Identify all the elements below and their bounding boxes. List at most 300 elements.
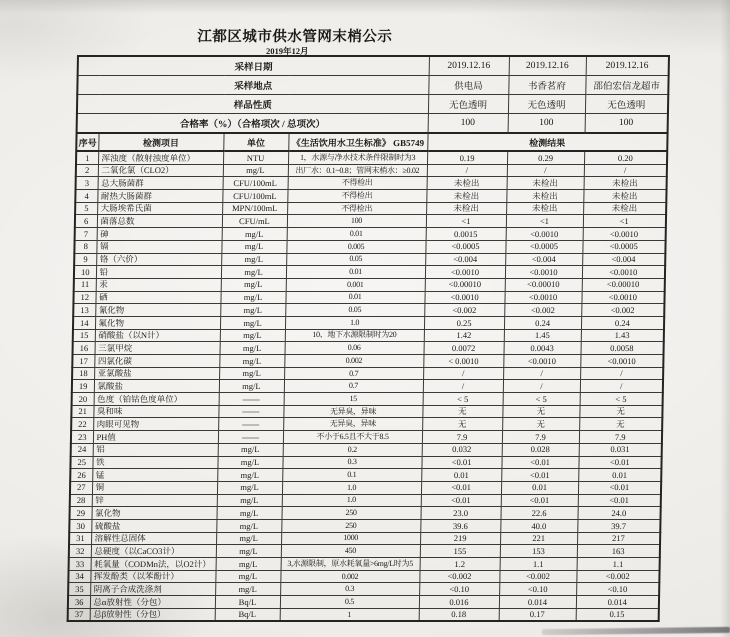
page-title: 江都区城市供水管网末梢公示 xyxy=(197,29,393,45)
item-name-cell: 铁 xyxy=(92,456,217,469)
standard-limit-cell: 0.002 xyxy=(280,570,419,583)
item-name-cell: 汞 xyxy=(96,278,221,291)
result-cell-3: 无 xyxy=(579,418,662,431)
unit-cell: mg/L xyxy=(221,240,286,253)
result-cell-1: 未检出 xyxy=(426,190,506,203)
result-cell-3: <0.01 xyxy=(578,481,661,494)
item-name-cell: 阴离子合成洗涤剂 xyxy=(90,583,215,596)
standard-limit-cell: 0.005 xyxy=(286,240,425,253)
sample-property-value: 无色透明 xyxy=(508,95,585,114)
row-number-cell: 9 xyxy=(74,253,96,266)
row-number-cell: 12 xyxy=(73,291,95,304)
result-cell-1: <0.002 xyxy=(424,304,504,317)
result-cell-3: 未检出 xyxy=(584,177,667,190)
standard-limit-cell: 0.001 xyxy=(286,278,425,291)
item-name-cell: 总α放射性（分包） xyxy=(90,596,215,609)
result-cell-1: <0.004 xyxy=(425,253,505,266)
standard-limit-cell: 0.5 xyxy=(280,596,419,609)
result-cell-3: <0.004 xyxy=(582,253,665,266)
result-cell-2: 0.014 xyxy=(499,596,576,609)
standard-limit-cell: 不得检出 xyxy=(287,190,426,203)
standard-limit-cell: 0.7 xyxy=(284,380,423,393)
standard-limit-cell: 1，水源与净水技术条件限制时为3 xyxy=(288,151,427,164)
standard-limit-cell: 1.0 xyxy=(282,494,421,507)
result-cell-3: 163 xyxy=(577,545,660,558)
result-cell-1: / xyxy=(423,380,503,393)
result-cell-2: <0.0010 xyxy=(503,355,580,368)
row-number-cell: 17 xyxy=(72,355,94,368)
row-number-cell: 8 xyxy=(74,240,96,253)
result-cell-3: 0.20 xyxy=(584,151,667,164)
result-cell-1: 39.6 xyxy=(420,519,500,532)
standard-limit-cell: 1.0 xyxy=(285,316,424,329)
standard-limit-cell: 无异臭，异味 xyxy=(283,418,422,431)
unit-cell: mg/L xyxy=(216,532,281,545)
standard-limit-cell: 0.2 xyxy=(283,443,422,456)
result-cell-2: <0.01 xyxy=(501,456,578,469)
result-cell-2: <0.00010 xyxy=(505,278,582,291)
standard-limit-cell: 出厂水：0.1~0.8；管网末梢水：≥0.02 xyxy=(288,164,427,177)
result-cell-2: 40.0 xyxy=(500,519,577,532)
standard-limit-cell: 15 xyxy=(284,393,423,406)
result-cell-2: <0.10 xyxy=(499,583,576,596)
unit-cell: Bq/L xyxy=(215,608,280,621)
result-cell-3: 7.9 xyxy=(579,431,662,444)
table-row xyxy=(76,177,667,190)
unit-cell: —— xyxy=(218,431,283,444)
unit-cell: mg/L xyxy=(220,342,285,355)
item-name-cell: 浑浊度（散射浊度单位） xyxy=(98,151,223,164)
row-number-cell: 20 xyxy=(72,393,94,406)
table-row xyxy=(76,164,667,177)
standard-limit-cell: 不得检出 xyxy=(288,177,427,190)
standard-limit-cell: 0.01 xyxy=(285,291,424,304)
standard-limit-cell: 250 xyxy=(281,507,420,520)
result-cell-1: 219 xyxy=(420,532,500,545)
result-cell-2: <0.002 xyxy=(499,570,576,583)
table-row xyxy=(71,405,662,418)
item-name-cell: 挥发酚类（以苯酚计） xyxy=(90,570,215,583)
col-header-result: 检测结果 xyxy=(427,133,667,151)
table-row xyxy=(76,151,667,164)
item-name-cell: 砷 xyxy=(97,228,222,241)
unit-cell: Bq/L xyxy=(215,596,280,609)
result-cell-3: 无 xyxy=(579,405,662,418)
unit-cell: NTU xyxy=(223,151,288,164)
result-cell-1: 7.9 xyxy=(422,431,502,444)
row-number-cell: 34 xyxy=(68,570,90,583)
item-name-cell: 氯化物 xyxy=(91,507,216,520)
sample-date-value: 2019.12.16 xyxy=(429,56,509,76)
result-cell-1: 无 xyxy=(422,418,502,431)
result-cell-2: 153 xyxy=(500,545,577,558)
result-cell-2: <0.004 xyxy=(505,253,582,266)
item-name-cell: 亚氯酸盐 xyxy=(94,367,219,380)
result-cell-3: <0.002 xyxy=(581,304,664,317)
row-number-cell: 28 xyxy=(70,494,92,507)
result-cell-1: <0.002 xyxy=(419,570,499,583)
row-number-cell: 4 xyxy=(75,190,97,203)
sample-property-label: 样品性质 xyxy=(77,95,428,114)
result-cell-1: 0.01 xyxy=(421,469,501,482)
row-number-cell: 19 xyxy=(72,380,94,393)
result-cell-2: 0.24 xyxy=(504,316,581,329)
item-name-cell: 总β放射性（分包） xyxy=(90,608,215,621)
col-header-item: 检测项目 xyxy=(98,133,223,151)
standard-limit-cell: 0.05 xyxy=(285,304,424,317)
sample-location-value: 邵伯宏信龙超市 xyxy=(585,76,668,95)
table-row-sample-location xyxy=(77,76,668,95)
item-name-cell: 氰化物 xyxy=(95,304,220,317)
sample-location-value: 书香茗府 xyxy=(508,76,585,95)
sample-property-value: 无色透明 xyxy=(585,95,668,114)
result-cell-1: 0.016 xyxy=(419,596,499,609)
table-row xyxy=(70,469,661,482)
unit-cell: CFU/100mL xyxy=(223,177,288,190)
result-cell-3: 未检出 xyxy=(583,202,666,215)
result-cell-1: < 5 xyxy=(423,393,503,406)
row-number-cell: 14 xyxy=(73,316,95,329)
table-row xyxy=(72,367,663,380)
table-row xyxy=(75,228,666,241)
standard-limit-cell: 250 xyxy=(281,519,420,532)
standard-limit-cell: 0.002 xyxy=(284,355,423,368)
sample-date-value: 2019.12.16 xyxy=(586,56,669,76)
standard-limit-cell: 0.1 xyxy=(282,469,421,482)
item-name-cell: 氟化物 xyxy=(95,316,220,329)
table-header-row xyxy=(76,133,667,151)
table-row xyxy=(68,570,659,583)
result-cell-1: < 0.0010 xyxy=(423,355,503,368)
row-number-cell: 35 xyxy=(68,583,90,596)
unit-cell: —— xyxy=(219,393,284,406)
result-cell-2: 0.17 xyxy=(499,608,576,621)
table-row xyxy=(74,240,665,253)
item-name-cell: 四氯化碳 xyxy=(94,355,219,368)
table-row xyxy=(75,215,666,228)
result-cell-1: <0.0010 xyxy=(425,266,505,279)
result-cell-2: 1.1 xyxy=(500,558,577,571)
result-cell-1: <0.0005 xyxy=(425,240,505,253)
table-row xyxy=(71,431,662,444)
standard-limit-cell: 不得检出 xyxy=(287,202,426,215)
result-cell-2: 22.6 xyxy=(501,507,578,520)
row-number-cell: 5 xyxy=(75,202,97,215)
sample-location-value: 供电局 xyxy=(428,76,508,95)
table-row xyxy=(69,507,660,520)
item-name-cell: 肉眼可见物 xyxy=(93,418,218,431)
standard-limit-cell: 不小于6.5且不大于8.5 xyxy=(283,431,422,444)
unit-cell: mg/L xyxy=(219,380,284,393)
result-cell-1: <0.01 xyxy=(421,494,501,507)
row-number-cell: 10 xyxy=(74,266,96,279)
unit-cell: mg/L xyxy=(218,443,283,456)
unit-cell: MPN/100mL xyxy=(222,202,287,215)
result-cell-2: <0.0010 xyxy=(506,228,583,241)
result-cell-3: 0.014 xyxy=(576,596,659,609)
result-cell-3: <0.0010 xyxy=(583,228,666,241)
row-number-cell: 30 xyxy=(69,519,91,532)
unit-cell: mg/L xyxy=(222,228,287,241)
row-number-cell: 21 xyxy=(71,405,93,418)
standard-limit-cell: 0.01 xyxy=(287,228,426,241)
result-cell-3: 0.01 xyxy=(578,469,661,482)
result-cell-1: <0.10 xyxy=(419,583,499,596)
table-row xyxy=(74,253,665,266)
item-name-cell: 色度（铂钴色度单位） xyxy=(94,393,219,406)
result-cell-1: <1 xyxy=(426,215,506,228)
row-number-cell: 16 xyxy=(73,342,95,355)
result-cell-3: <0.01 xyxy=(578,456,661,469)
row-number-cell: 18 xyxy=(72,367,94,380)
result-cell-3: 39.7 xyxy=(577,519,660,532)
item-name-cell: 锰 xyxy=(92,469,217,482)
result-cell-1: 1.42 xyxy=(424,329,504,342)
unit-cell: mg/L xyxy=(219,355,284,368)
result-cell-1: 1.2 xyxy=(420,558,500,571)
row-number-cell: 7 xyxy=(75,228,97,241)
table-row xyxy=(70,481,661,494)
unit-cell: mg/L xyxy=(221,278,286,291)
result-cell-2: <0.01 xyxy=(501,469,578,482)
table-row xyxy=(68,596,659,609)
table-row xyxy=(73,291,664,304)
row-number-cell: 3 xyxy=(76,177,98,190)
table-row xyxy=(74,278,665,291)
unit-cell: —— xyxy=(218,418,283,431)
item-name-cell: 溶解性总固体 xyxy=(91,532,216,545)
table-row-sample-property xyxy=(77,95,668,114)
standard-limit-cell: 无异臭，异味 xyxy=(283,405,422,418)
result-cell-3: / xyxy=(580,367,663,380)
row-number-cell: 2 xyxy=(76,164,98,177)
result-cell-3: < 5 xyxy=(580,393,663,406)
unit-cell: mg/L xyxy=(219,367,284,380)
unit-cell: mg/L xyxy=(217,456,282,469)
pass-rate-value: 100 xyxy=(585,114,668,134)
result-cell-1: 无 xyxy=(422,405,502,418)
table-row xyxy=(70,494,661,507)
result-cell-1: 0.0072 xyxy=(424,342,504,355)
unit-cell: CFU/mL xyxy=(222,215,287,228)
result-cell-1: 0.25 xyxy=(424,316,504,329)
item-name-cell: 锌 xyxy=(92,494,217,507)
row-number-cell: 22 xyxy=(71,418,93,431)
pass-rate-value: 100 xyxy=(508,114,585,134)
row-number-cell: 37 xyxy=(68,608,90,621)
unit-cell: mg/L xyxy=(220,329,285,342)
standard-limit-cell: 1 xyxy=(280,608,419,621)
result-cell-3: 0.0058 xyxy=(581,342,664,355)
result-cell-2: < 5 xyxy=(503,393,580,406)
result-cell-2: 7.9 xyxy=(502,431,579,444)
sample-date-value: 2019.12.16 xyxy=(509,56,586,76)
result-cell-3: <0.0005 xyxy=(582,240,665,253)
standard-limit-cell: 0.7 xyxy=(284,367,423,380)
item-name-cell: 菌落总数 xyxy=(97,215,222,228)
result-cell-3: 0.15 xyxy=(576,608,659,621)
result-cell-3: / xyxy=(580,380,663,393)
row-number-cell: 26 xyxy=(70,469,92,482)
item-name-cell: 大肠埃希氏菌 xyxy=(97,202,222,215)
result-cell-2: <0.01 xyxy=(501,494,578,507)
unit-cell: mg/L xyxy=(220,316,285,329)
result-cell-3: <0.0010 xyxy=(580,355,663,368)
row-number-cell: 11 xyxy=(74,278,96,291)
result-cell-1: 0.18 xyxy=(419,608,499,621)
row-number-cell: 36 xyxy=(68,596,90,609)
unit-cell: mg/L xyxy=(217,481,282,494)
result-cell-2: <0.0010 xyxy=(504,291,581,304)
result-cell-3: <0.002 xyxy=(576,570,659,583)
table-row xyxy=(73,304,664,317)
result-cell-3: <0.0010 xyxy=(581,291,664,304)
item-name-cell: PH值 xyxy=(93,431,218,444)
row-number-cell: 24 xyxy=(71,443,93,456)
item-name-cell: 镉 xyxy=(96,240,221,253)
sample-date-label: 采样日期 xyxy=(78,56,429,76)
row-number-cell: 31 xyxy=(69,532,91,545)
table-row xyxy=(68,608,659,621)
result-cell-3: <1 xyxy=(583,215,666,228)
result-cell-2: <0.0005 xyxy=(505,240,582,253)
table-row-sample-date xyxy=(78,56,669,76)
item-name-cell: 铅 xyxy=(96,266,221,279)
result-cell-2: 未检出 xyxy=(506,202,583,215)
result-cell-2: / xyxy=(507,164,584,177)
table-row xyxy=(70,456,661,469)
standard-limit-cell: 0.01 xyxy=(286,266,425,279)
result-cell-2: <0.0010 xyxy=(505,266,582,279)
result-cell-1: / xyxy=(423,367,503,380)
standard-limit-cell: 0.3 xyxy=(280,583,419,596)
unit-cell: mg/L xyxy=(216,558,281,571)
table-row-pass-rate xyxy=(77,114,668,134)
result-cell-3: 24.0 xyxy=(578,507,661,520)
result-cell-2: 0.028 xyxy=(502,443,579,456)
row-number-cell: 15 xyxy=(73,329,95,342)
item-name-cell: 三氯甲烷 xyxy=(95,342,220,355)
table-row xyxy=(75,190,666,203)
result-cell-3: <0.0010 xyxy=(582,266,665,279)
row-number-cell: 1 xyxy=(76,151,98,164)
table-row xyxy=(69,519,660,532)
result-cell-1: 0.19 xyxy=(427,151,507,164)
item-name-cell: 铝 xyxy=(93,443,218,456)
result-cell-1: 未检出 xyxy=(426,202,506,215)
table-row xyxy=(73,342,664,355)
result-cell-3: 未检出 xyxy=(583,190,666,203)
result-cell-2: 0.0043 xyxy=(504,342,581,355)
item-name-cell: 氯酸盐 xyxy=(94,380,219,393)
result-cell-1: / xyxy=(427,164,507,177)
result-cell-2: 0.01 xyxy=(501,481,578,494)
standard-limit-cell: 1000 xyxy=(281,532,420,545)
result-cell-3: <0.10 xyxy=(576,583,659,596)
col-header-no: 序号 xyxy=(76,133,98,151)
standard-limit-cell: 10、地下水源限制时为20 xyxy=(285,329,424,342)
table-row xyxy=(73,316,664,329)
unit-cell: mg/L xyxy=(216,519,281,532)
standard-limit-cell: 0.3 xyxy=(282,456,421,469)
item-name-cell: 耗氧量（CODMn法，以O2计） xyxy=(91,558,216,571)
pass-rate-label: 合格率（%）（合格项次 / 总项次） xyxy=(77,114,428,134)
unit-cell: mg/L xyxy=(215,570,280,583)
result-cell-3: 0.031 xyxy=(579,443,662,456)
table-row xyxy=(71,443,662,456)
standard-limit-cell: 1.0 xyxy=(282,481,421,494)
col-header-unit: 单位 xyxy=(223,133,288,151)
row-number-cell: 32 xyxy=(69,545,91,558)
pass-rate-value: 100 xyxy=(428,114,508,134)
result-cell-2: <0.002 xyxy=(504,304,581,317)
unit-cell: mg/L xyxy=(216,545,281,558)
result-cell-2: 221 xyxy=(500,532,577,545)
result-cell-2: / xyxy=(503,380,580,393)
unit-cell: mg/L xyxy=(221,253,286,266)
item-name-cell: 铬（六价） xyxy=(96,253,221,266)
unit-cell: —— xyxy=(218,405,283,418)
unit-cell: mg/L xyxy=(221,266,286,279)
result-cell-2: 未检出 xyxy=(507,177,584,190)
result-cell-2: 1.45 xyxy=(504,329,581,342)
col-header-standard: 《生活饮用水卫生标准》 GB5749 xyxy=(288,133,427,151)
item-name-cell: 臭和味 xyxy=(93,405,218,418)
water-quality-table xyxy=(67,55,670,622)
row-number-cell: 33 xyxy=(69,558,91,571)
row-number-cell: 13 xyxy=(73,304,95,317)
result-cell-2: <1 xyxy=(506,215,583,228)
standard-limit-cell: 450 xyxy=(281,545,420,558)
table-row xyxy=(73,329,664,342)
standard-limit-cell: 3,水源限制，原水耗氧量>6mg/L时为5 xyxy=(281,558,420,571)
item-name-cell: 耐热大肠菌群 xyxy=(97,190,222,203)
result-cell-3: 1.43 xyxy=(581,329,664,342)
table-row xyxy=(69,532,660,545)
page-subtitle: 2019年12月 xyxy=(265,46,309,56)
standard-limit-cell: 0.06 xyxy=(285,342,424,355)
item-name-cell: 二氧化氯（CLO2） xyxy=(98,164,223,177)
unit-cell: mg/L xyxy=(215,583,280,596)
result-cell-2: 未检出 xyxy=(506,190,583,203)
result-cell-3: / xyxy=(584,164,667,177)
table-row xyxy=(72,355,663,368)
result-cell-1: <0.0010 xyxy=(424,291,504,304)
result-cell-1: 155 xyxy=(420,545,500,558)
row-number-cell: 27 xyxy=(70,481,92,494)
table-row xyxy=(68,583,659,596)
unit-cell: mg/L xyxy=(216,507,281,520)
unit-cell: CFU/100mL xyxy=(222,190,287,203)
result-cell-2: 无 xyxy=(502,405,579,418)
unit-cell: mg/L xyxy=(220,304,285,317)
standard-limit-cell: 0.05 xyxy=(286,253,425,266)
row-number-cell: 29 xyxy=(69,507,91,520)
item-name-cell: 总大肠菌群 xyxy=(98,177,223,190)
unit-cell: mg/L xyxy=(220,291,285,304)
result-cell-3: 217 xyxy=(577,532,660,545)
result-cell-1: 23.0 xyxy=(421,507,501,520)
table-row xyxy=(72,393,663,406)
result-cell-2: / xyxy=(503,367,580,380)
row-number-cell: 6 xyxy=(75,215,97,228)
result-cell-1: 0.032 xyxy=(422,443,502,456)
table-row xyxy=(69,545,660,558)
table-row xyxy=(72,380,663,393)
sample-location-label: 采样地点 xyxy=(77,76,428,95)
result-cell-1: 未检出 xyxy=(427,177,507,190)
result-cell-1: <0.01 xyxy=(421,456,501,469)
